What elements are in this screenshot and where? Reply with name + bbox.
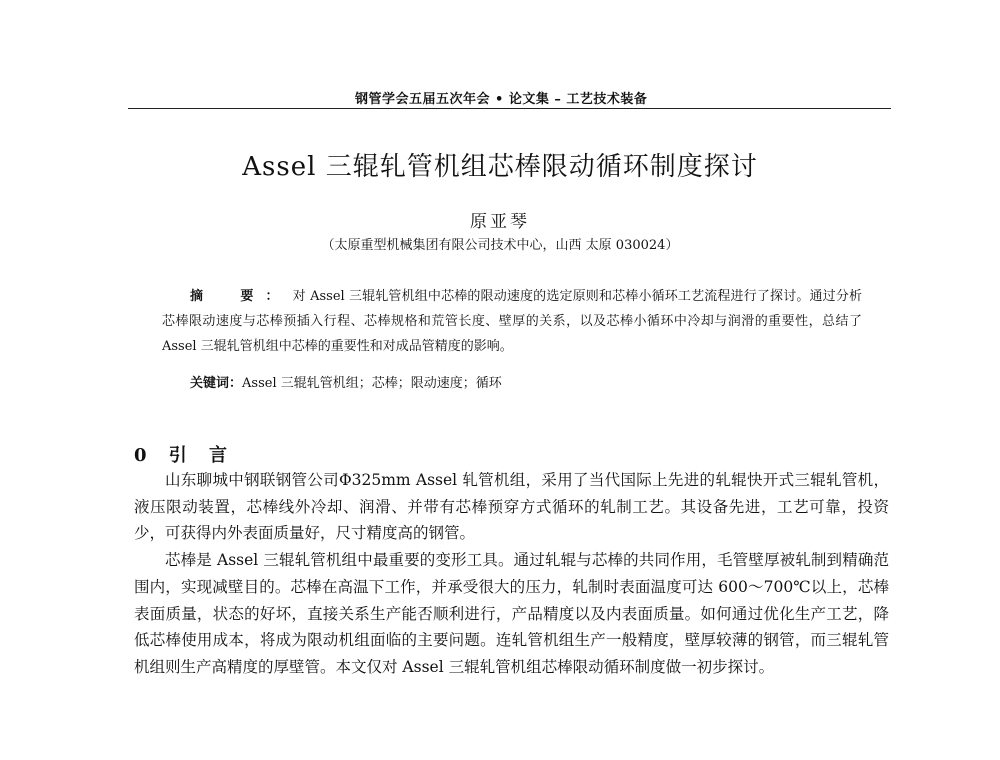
section-body <box>134 467 889 681</box>
body-paragraph: 山东聊城中钢联钢管公司Φ325mm Assel 轧管机组，采用了当代国际上先进的轧辊快开式三辊轧管机，液压限动装置，芯棒线外冷却、润滑、并带有芯棒预穿方式循环的轧制工艺。其设备先进，工艺可靠，投资少，可获得内外表面质量好，尺寸精度高的钢管。 <box>134 471 889 543</box>
author-name: 原亚琴 <box>470 212 530 232</box>
keywords-text: Assel 三辊轧管机组；芯棒；限动速度；循环 <box>242 376 502 391</box>
paper-title: Assel 三辊轧管机组芯棒限动循环制度探讨 <box>242 152 758 182</box>
abstract-text: 对 Assel 三辊轧管机组中芯棒的限动速度的选定原则和芯棒小循环工艺流程进行了探讨。通过分析芯棒限动速度与芯棒预插入行程、芯棒规格和荒管长度、壁厚的关系，以及芯棒小循环中冷却与润滑的重要性，总结了 Assel 三辊轧管机组中芯棒的重要性和对成品管精度的影响。 <box>162 289 862 354</box>
body-paragraph: 芯棒是 Assel 三辊轧管机组中最重要的变形工具。通过轧辊与芯棒的共同作用，毛管壁厚被轧制到精确范围内，实现减壁目的。芯棒在高温下工作，并承受很大的压力，轧制时表面温度可达 600～700℃以上，芯棒表面质量，状态的好坏，直接关系生产能否顺利进行，产品精度以及内表面质量。如何通过优化生产工艺，降低芯棒使用成本，将成为限动机组面临的主要问题。连轧管机组生产一般精度，壁厚较薄的钢管，而三辊轧管机组则生产高精度的厚壁管。本文仅对 Assel 三辊轧管机组芯棒限动循环制度做一初步探讨。 <box>134 551 889 676</box>
abstract-label: 摘 要： <box>190 289 291 304</box>
header-rule <box>128 108 891 109</box>
author-affiliation: （太原重型机械集团有限公司技术中心，山西 太原 030024） <box>321 238 679 253</box>
keywords <box>190 372 870 391</box>
running-header: 钢管学会五届五次年会 • 论文集 – 工艺技术装备 <box>355 92 648 107</box>
keywords-label: 关键词： <box>190 376 243 391</box>
section-heading: 0 引 言 <box>134 445 236 466</box>
abstract <box>162 284 862 359</box>
